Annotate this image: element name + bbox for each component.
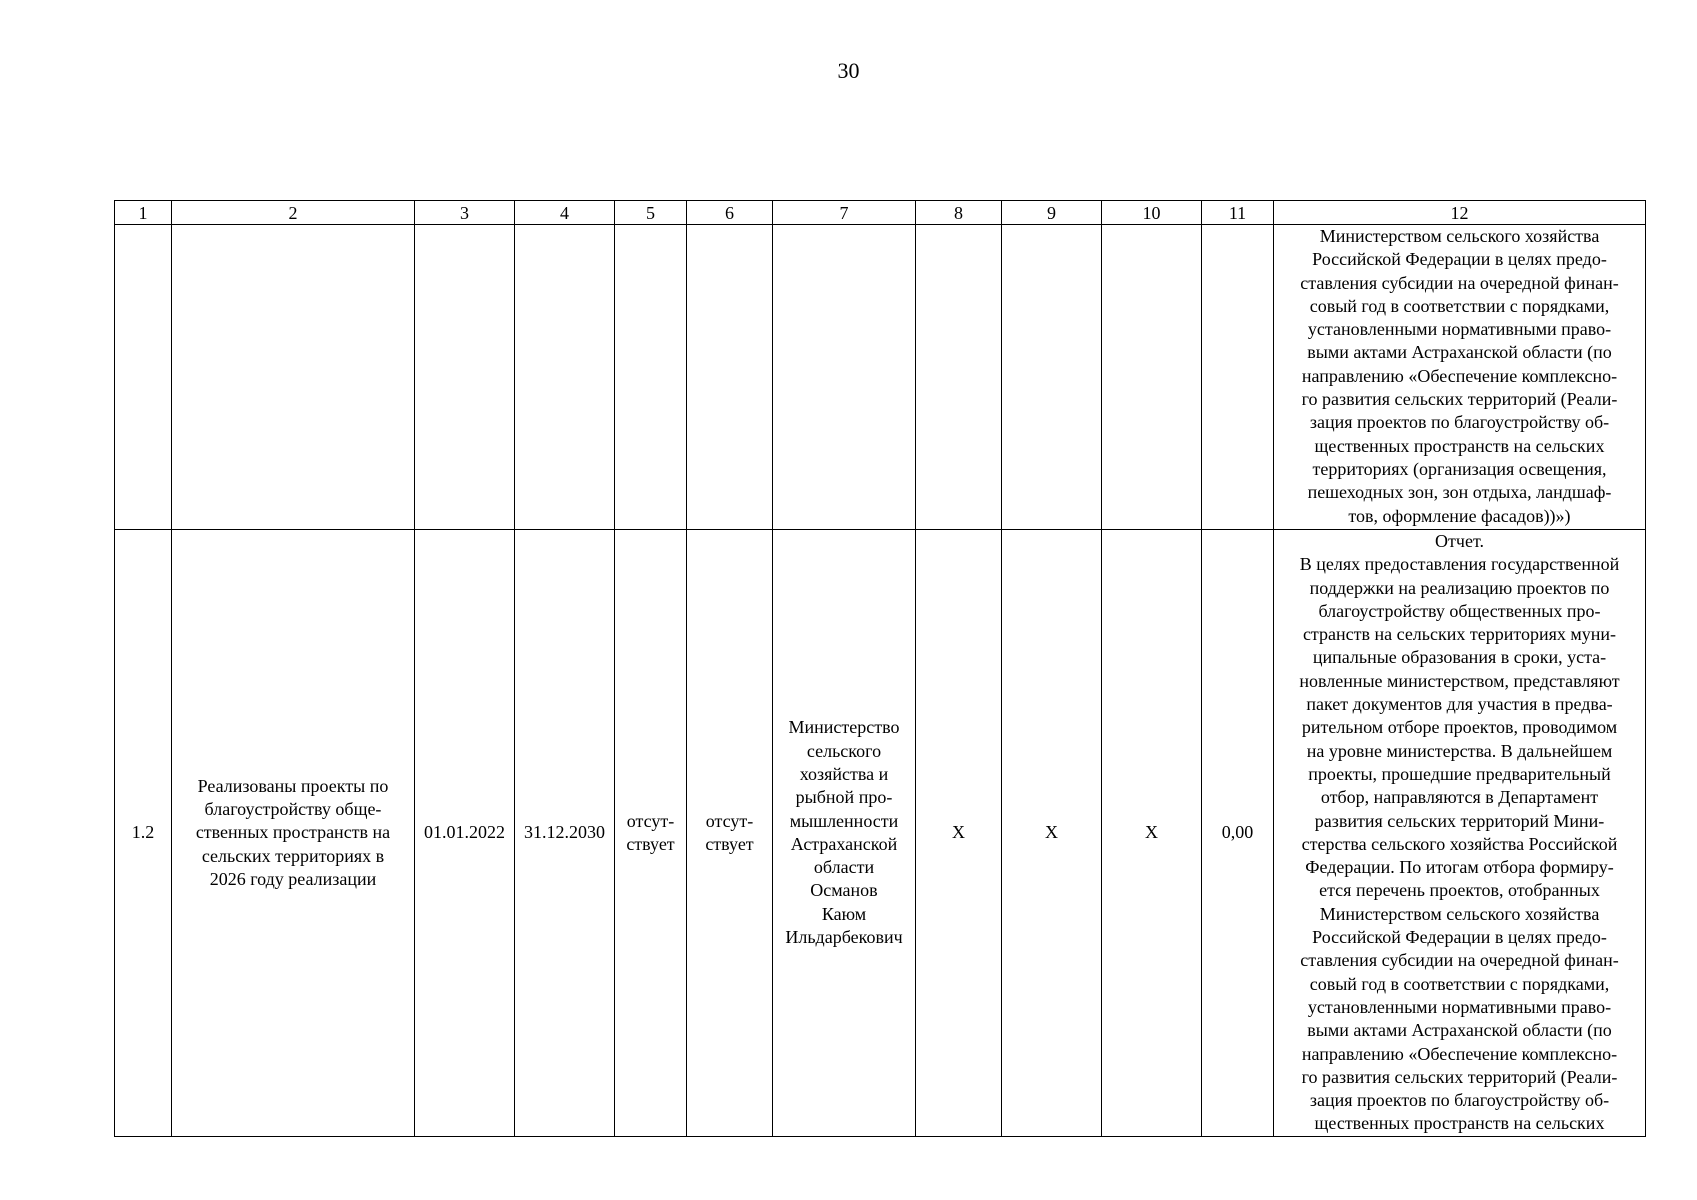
column-number-header: 11 xyxy=(1202,201,1274,225)
table-cell xyxy=(172,225,415,530)
table-row-item-1-2 xyxy=(115,530,1646,1137)
table-cell xyxy=(415,225,515,530)
page-number: 30 xyxy=(837,58,860,83)
column-number-header: 2 xyxy=(172,201,415,225)
column-number-header: 10 xyxy=(1102,201,1202,225)
table-cell xyxy=(1102,225,1202,530)
table-cell xyxy=(615,225,687,530)
start-date-cell: 01.01.2022 xyxy=(415,530,515,1137)
amount-cell: 0,00 xyxy=(1202,530,1274,1137)
table-cell xyxy=(1002,225,1102,530)
column-number-header: 3 xyxy=(415,201,515,225)
table-cell xyxy=(916,225,1002,530)
table-cell xyxy=(115,225,172,530)
column-number-header: 1 xyxy=(115,201,172,225)
table-cell: отсут- ствует xyxy=(615,530,687,1137)
table-cell: Х xyxy=(916,530,1002,1137)
table-cell xyxy=(687,225,773,530)
result-description-cell: Отчет. В целях предоставления государственной поддержки на реализацию проектов по благоустройству общественных про- странств на сельских территориях муни- ципальные образования в сроки, уста- новленные министерством, представляют пакет документов для участия в предва- рительном отборе проектов, проводимом на уровне министерства. В дальнейшем проекты, прошедшие предварительный отбор, направляются в Департамент развития сельских территорий Мини- стерства сельского хозяйства Российской Федерации. По итогам отбора формиру- ется перечень проектов, отобранных Министерством сельского хозяйства Российской Федерации в целях предо- ставления субсидии на очередной финан- совый год в соответствии с порядками, установленными нормативными право- выми актами Астраханской области (по направлению «Обеспечение комплексно- го развития сельских территорий (Реали- зация проектов по благоустройству об- щественных пространств на сельских xyxy=(1274,530,1646,1137)
column-number-header: 8 xyxy=(916,201,1002,225)
column-number-header: 7 xyxy=(773,201,916,225)
responsible-cell: Министерство сельского хозяйства и рыбной про- мышленности Астраханской области Османов Каюм Ильдарбекович xyxy=(773,530,916,1137)
table-cell xyxy=(773,225,916,530)
end-date-cell: 31.12.2030 xyxy=(515,530,615,1137)
table-row-continuation xyxy=(115,225,1646,530)
table-cell: отсут- ствует xyxy=(687,530,773,1137)
column-number-row xyxy=(115,201,1646,225)
column-number-header: 5 xyxy=(615,201,687,225)
table-cell: Х xyxy=(1102,530,1202,1137)
column-number-header: 12 xyxy=(1274,201,1646,225)
column-number-header: 6 xyxy=(687,201,773,225)
table-cell: Х xyxy=(1002,530,1102,1137)
table-cell xyxy=(1202,225,1274,530)
result-description-cell: Министерством сельского хозяйства Российской Федерации в целях предо- ставления субсидии на очередной финан- совый год в соответствии с порядками, установленными нормативными право- выми актами Астраханской области (по направлению «Обеспечение комплексно- го развития сельских территорий (Реали- зация проектов по благоустройству об- щественных пространств на сельских территориях (организация освещения, пешеходных зон, зон отдыха, ландшаф- тов, оформление фасадов))») xyxy=(1274,225,1646,530)
plan-table xyxy=(114,200,1646,1137)
column-number-header: 4 xyxy=(515,201,615,225)
table-cell xyxy=(515,225,615,530)
column-number-header: 9 xyxy=(1002,201,1102,225)
item-number-cell: 1.2 xyxy=(115,530,172,1137)
item-name-cell: Реализованы проекты по благоустройству обще- ственных пространств на сельских территориях в 2026 году реализации xyxy=(172,530,415,1137)
